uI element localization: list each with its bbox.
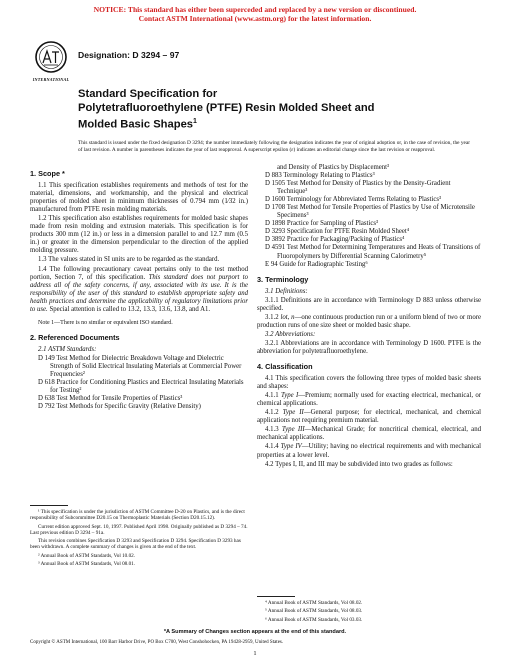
notice-line-1: NOTICE: This standard has either been superceded and replaced by a new version or discontinued.	[93, 5, 417, 14]
paragraph-1-4	[30, 266, 248, 314]
footnote: ⁴ Annual Book of ASTM Standards, Vol 08.02.	[265, 600, 363, 606]
reference-item: D 1600 Terminology for Abbreviated Terms Relating to Plastics³	[265, 196, 442, 204]
type-iv-label: Type IV	[280, 443, 302, 451]
footnote-rule	[30, 505, 68, 506]
paragraph-3-1-2-number: 3.1.2	[265, 313, 281, 321]
title-line-2: Polytetrafluoroethylene (PTFE) Resin Molded Sheet and	[78, 101, 375, 114]
astm-logo	[30, 40, 72, 82]
type-iii-label: Type III	[281, 426, 305, 434]
footnote: ² Annual Book of ASTM Standards, Vol 10.02.	[38, 552, 136, 559]
reference-item: D 1898 Practice for Sampling of Plastics³	[265, 220, 379, 228]
reference-item: D 1708 Test Method for Tensile Properties of Plastics by Use of Microtensile Specimens³	[265, 204, 475, 220]
type-ii-description: —General purpose; for electrical, mechanical, and chemical applications not requiring premium material.	[257, 409, 482, 425]
designation: Designation: D 3294 – 97	[78, 50, 180, 60]
footnote-rule	[257, 596, 295, 597]
issuance-statement: This standard is issued under the fixed designation D 3294; the number immediately following the designation indicates the year of original adoption or, in the case of revision, the year of last revision. A number in parentheses indicates the year of last reapproval. A superscript epsilon (ε) indicates an editorial change since the last revision or reapproval.	[78, 140, 470, 153]
paragraph-4-1-1-number: 4.1.1	[265, 392, 281, 400]
paragraph-4-1-1	[257, 392, 481, 408]
section-heading-referenced-documents: 2. Referenced Documents	[30, 332, 120, 342]
title-footnote-marker: 1	[193, 118, 197, 125]
section-heading-scope: 1. Scope *	[30, 169, 65, 178]
abbreviations-subheading: 3.2 Abbreviations:	[265, 330, 316, 338]
reference-item: D 883 Terminology Relating to Plastics³	[265, 172, 375, 180]
footnote: ¹ This specification is under the jurisdiction of ASTM Committee D-20 on Plastics, and is the direct responsibility of Subcommittee D20.15 on Thermoplastic Materials (Section D20.15.12).	[30, 509, 245, 522]
paragraph-1-4-attention: Special attention is called to 13.2, 13.3, 13.6, 13.8, and A1.	[49, 305, 211, 313]
astm-logo-mark	[30, 40, 72, 76]
astm-standards-subheading: 2.1 ASTM Standards:	[38, 345, 97, 353]
paragraph-4-1-3	[257, 426, 481, 442]
paragraph-1-3: 1.3 The values stated in SI units are to be regarded as the standard.	[38, 256, 220, 264]
reference-item: D 3293 Specification for PTFE Resin Molded Sheet⁴	[265, 228, 410, 236]
section-heading-terminology: 3. Terminology	[257, 274, 309, 284]
reference-item: D 4591 Test Method for Determining Temperatures and Heats of Transitions of Fluoropolymers by Differential Scanning Calorimetry⁵	[265, 244, 481, 260]
left-column	[30, 164, 248, 411]
supersede-notice	[0, 5, 510, 23]
type-iii-description: —Mechanical Grade; for noncritical chemical, electrical, and mechanical applications.	[257, 426, 481, 442]
footnote: ⁶ Annual Book of ASTM Standards, Vol 03.03.	[265, 616, 363, 623]
paragraph-3-2-1: 3.2.1 Abbreviations are in accordance with Terminology D 1600. PTFE is the abbreviation for polytetrafluoroethylene.	[257, 339, 481, 355]
section-heading-classification: 4. Classification	[257, 362, 313, 372]
reference-item: D 792 Test Methods for Specific Gravity (Relative Density)	[38, 403, 201, 411]
copyright-line: Copyright © ASTM International, 100 Barr Harbor Drive, PO Box C700, West Conshohocken, PA 19428-2959, United States.	[30, 640, 284, 645]
footnotes-left	[30, 505, 248, 569]
note-1: Note 1—There is no similar or equivalent ISO standard.	[38, 319, 173, 326]
reference-item: D 3892 Practice for Packaging/Packing of Plastics⁴	[265, 236, 405, 244]
footnotes-right	[257, 596, 481, 625]
paragraph-1-2: 1.2 This specification also establishes requirements for molded basic shapes made from resin molding and extrusion materials. This specification is for products 300 mm (12 in.) or less in a dimension parallel to and 12.7 mm (0.5 in.) or greater in the dimension perpendicular to the direction of the applied molding pressure.	[30, 215, 248, 255]
paragraph-4-1-4	[257, 443, 481, 459]
reference-item: D 618 Practice for Conditioning Plastics and Electrical Insulating Materials for Testing²	[38, 379, 244, 395]
summary-of-changes-note: *A Summary of Changes section appears at the end of this standard.	[163, 629, 347, 635]
paragraph-4-1-3-number: 4.1.3	[265, 426, 282, 434]
reference-item: D 1505 Test Method for Density of Plastics by the Density-Gradient Technique³	[265, 180, 451, 196]
footnote: Current edition approved Sept. 10, 1997. Published April 1998. Originally published as D 3294 – 74. Last previous edition D 3294 – 91a.	[30, 523, 248, 536]
paragraph-4-2: 4.2 Types I, II, and III may be subdivided into two grades as follows:	[265, 460, 453, 468]
paragraph-4-1-4-number: 4.1.4	[265, 443, 281, 451]
paragraph-1-1: 1.1 This specification establishes requirements and methods of test for the material, dimensions, and workmanship, and the physical and electrical properties of molded sheet in minimum thicknesses of 0.794 mm (1⁄32 in.) manufactured from PTFE resin molding materials.	[30, 182, 248, 214]
footnote: ⁵ Annual Book of ASTM Standards, Vol 08.03.	[265, 608, 363, 615]
paragraph-1-4-intro: 1.4 The following precautionary caveat pertains only to the test method portion, Section 7, of this specification.	[30, 265, 248, 281]
reference-item: D 149 Test Method for Dielectric Breakdown Voltage and Dielectric Strength of Solid Electrical Insulating Materials at Commercial Power Frequencies²	[38, 354, 242, 379]
page-number: 1	[253, 650, 257, 657]
right-column	[257, 164, 481, 470]
footnote: This revision combines Specification D 3293 and Specification D 3294. Specification D 3293 has been withdrawn. A complete summary of changes is given at the end of the text.	[30, 538, 241, 551]
title-line-3	[78, 115, 408, 132]
reference-item-continued: and Density of Plastics by Displacement³	[277, 164, 390, 171]
definitions-subheading: 3.1 Definitions:	[265, 287, 308, 295]
reference-item: D 638 Test Method for Tensile Properties of Plastics³	[38, 395, 183, 403]
term-lot: lot, n	[280, 313, 295, 321]
logo-caption: INTERNATIONAL	[32, 77, 70, 82]
title-line-3-text: Molded Basic Shapes	[78, 118, 194, 131]
type-ii-label: Type II	[282, 409, 304, 417]
paragraph-3-1-1: 3.1.1 Definitions are in accordance with Terminology D 883 unless otherwise specified.	[257, 296, 481, 312]
title-line-1: Standard Specification for	[78, 88, 218, 100]
document-title	[78, 88, 408, 132]
paragraph-3-1-2	[257, 314, 481, 330]
reference-item: E 94 Guide for Radiographic Testing⁶	[265, 260, 368, 268]
type-iv-description: —Utility; having no electrical requirements and with mechanical properties at a lower level.	[257, 443, 482, 459]
paragraph-4-1: 4.1 This specification covers the following three types of molded basic sheets and shapes:	[257, 375, 481, 391]
type-i-label: Type I	[280, 392, 299, 400]
type-i-description: —Premium; normally used for exacting electrical, mechanical, or chemical applications.	[257, 392, 482, 408]
footnote: ³ Annual Book of ASTM Standards, Vol 08.01.	[38, 561, 136, 568]
safety-caveat: This standard does not purport to address all of the safety concerns, if any, associated with its use. It is the responsibility of the user of this standard to establish appropriate safety and health practices and determine the applicability of regulatory limitations prior to use.	[30, 273, 248, 313]
paragraph-4-1-2	[257, 409, 481, 425]
paragraph-4-1-2-number: 4.1.2	[265, 409, 283, 417]
notice-line-2: Contact ASTM International (www.astm.org) for the latest information.	[138, 14, 372, 23]
paragraph-3-1-2-definition: —one continuous production run or a uniform blend of two or more production runs of one size sheet or molded basic shape.	[257, 313, 481, 329]
